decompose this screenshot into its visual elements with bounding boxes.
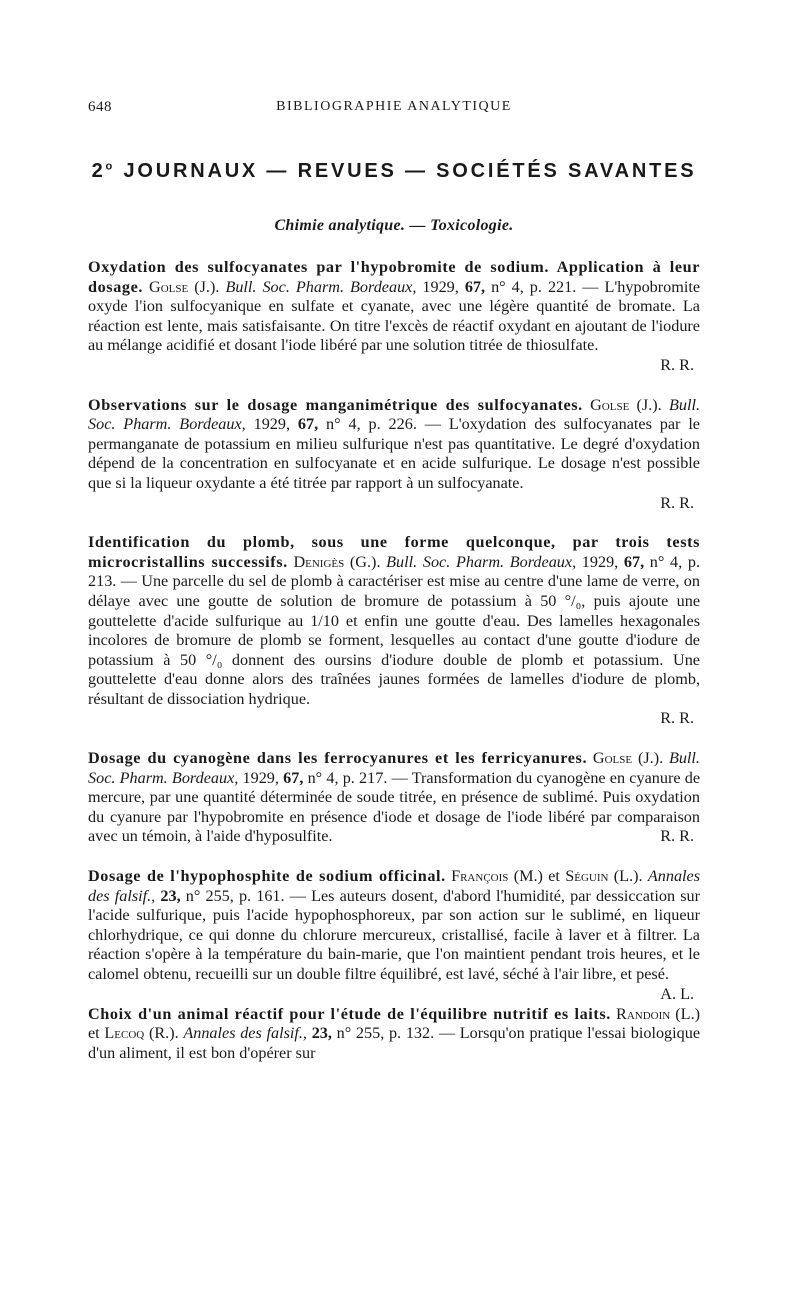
section-title: [88, 160, 700, 183]
entry-title: Dosage de l'hypophosphite de sodium officinal.: [88, 867, 446, 886]
entry-journal: Bull. Soc. Pharm. Bordeaux,: [88, 395, 700, 434]
entry-author: Denigès: [293, 552, 345, 571]
entry-signature: A. L.: [660, 984, 694, 1003]
entry-reference: n° 255, p. 132.: [331, 1024, 435, 1043]
entry-title: Observations sur le dosage manganimétrique des sulfocyanates.: [88, 395, 583, 414]
entry-volume: 67,: [464, 277, 486, 296]
entry-journal: Bull. Soc. Pharm. Bordeaux,: [225, 277, 417, 296]
entry-author-initials: (G.).: [344, 552, 387, 571]
entry-author-2: Lecoq: [104, 1024, 145, 1043]
entry-author-2-initials: (L.).: [608, 867, 648, 886]
entry-volume: 23,: [160, 886, 181, 905]
entry-year: 1929,: [576, 552, 624, 571]
abstract-entry: [88, 749, 700, 847]
entry-author: Golse: [590, 395, 630, 414]
entry-author: Golse: [592, 749, 633, 768]
entry-reference: n° 255, p. 161.: [180, 886, 285, 905]
section-title-text: JOURNAUX — REVUES — SOCIÉTÉS SAVANTES: [123, 160, 697, 182]
entry-title: Identification du plomb, sous une forme quelconque, par trois tests microcristallins successifs.: [88, 533, 700, 571]
running-title: BIBLIOGRAPHIE ANALYTIQUE: [276, 99, 512, 114]
entry-author-initials: (J.).: [632, 749, 669, 768]
entry-signature: R. R.: [660, 355, 694, 374]
entry-author-initials: (L.) et: [88, 1004, 701, 1043]
entry-journal: Bull. Soc. Pharm. Bordeaux,: [88, 749, 700, 787]
entry-volume: 23,: [311, 1024, 332, 1043]
entry-title: Choix d'un animal réactif pour l'étude de l'équilibre nutritif es laits.: [88, 1004, 611, 1023]
entry-volume: 67,: [623, 552, 645, 571]
section-ordinal: o: [105, 160, 116, 173]
entry-signature: R. R.: [660, 709, 694, 728]
entry-author-initials: (J.).: [188, 277, 226, 296]
entry-volume: 67,: [297, 415, 319, 434]
abstract-entry: [88, 258, 700, 376]
entry-title: Oxydation des sulfocyanates par l'hypobromite de sodium. Application à leur dosage.: [88, 258, 700, 296]
entry-body: — Transformation du cyanogène en cyanure de mercure, par une quantité déterminée de soude titrée, en présence de sublimé. Puis oxydation du cyanure par l'hypobromite en présence d'iode et dosage de l'iode libéré par comparaison avec un témoin, à l'aide d'hyposulfite.: [88, 768, 700, 846]
page-number: 648: [88, 99, 112, 115]
abstract-entry: [88, 1005, 700, 1064]
entry-volume: 67,: [283, 768, 304, 787]
entry-year: 1929,: [245, 415, 298, 434]
entry-author-2: Séguin: [565, 867, 609, 886]
abstract-entry: [88, 533, 700, 729]
entry-author: Golse: [149, 277, 189, 296]
entry-body: — Une parcelle du sel de plomb à caractériser est mise au centre d'une lame de verre, on délaye avec une goutte de solution de bromure de potassium à 50 °/₀, puis ajoute une gouttelette d'acide sulfurique au 1/10 et enfin une goutte d'eau. Des lamelles hexagonales incolores de bromure de plomb se forment, lesquelles au contact d'une goutte d'iodure de potassium à 50 °/₀ donnent des oursins d'iodure double de plomb et potassium. Une gouttelette d'eau donne alors des traînées jaunes formées de lamelles d'iodure de plomb, résultant de dissociation hydrique.: [88, 572, 700, 708]
entry-reference: n° 4, p. 213.: [88, 552, 700, 591]
entry-reference: n° 4, p. 217.: [303, 768, 388, 787]
entry-author: François: [451, 867, 509, 886]
abstract-entry: [88, 396, 700, 514]
section-subtitle: Chimie analytique. — Toxicologie.: [274, 217, 514, 234]
entry-reference: n° 4, p. 226.: [318, 415, 417, 434]
entry-journal: Annales des falsif.,: [88, 867, 701, 905]
section-number: 2: [91, 160, 106, 182]
abstract-list: [88, 258, 700, 1063]
entry-author-2-initials: (R.).: [144, 1024, 184, 1043]
entry-author: Randoin: [616, 1004, 671, 1023]
entry-reference: n° 4, p. 221.: [485, 277, 577, 296]
entry-journal: Annales des falsif.,: [183, 1024, 307, 1043]
entry-journal: Bull. Soc. Pharm. Bordeaux,: [386, 552, 577, 571]
entry-author-initials: (M.) et: [508, 867, 566, 886]
entry-body: — L'oxydation des sulfocyanates par le permanganate de potassium en milieu sulfurique n'est pas quantitative. Le degré d'oxydation dépend de la concentration en sulfocyanate et en acide sulfurique. Le dosage n'est possible que si la liqueur oxydante a été titrée par rapport à un sulfocyanate.: [88, 415, 700, 492]
entry-author-initials: (J.).: [629, 395, 669, 414]
entry-body: — Lorsqu'on pratique l'essai biologique d'un aliment, il est bon d'opérer sur: [88, 1024, 701, 1062]
abstract-entry: [88, 867, 701, 1003]
entry-year: 1929,: [238, 768, 284, 787]
entry-body: — L'hypobromite oxyde l'ion sulfocyanique en sulfate et cyanate, avec une légère quantité de bromate. La réaction est lente, mais satisfaisante. On titre l'excès de réactif oxydant en ajoutant de l'iodure au mélange acidifié et dosant l'iode libéré par une solution titrée de thiosulfate.: [88, 277, 701, 355]
entry-body: — Les auteurs dosent, d'abord l'humidité, par dessiccation sur l'acide sulfurique, puis l'acide hypophosphoreux, par son action sur le sublimé, en liqueur chlorhydrique, ce qui donne du chlorure mercureux, cristallisé, facile à laver et à filtrer. La réaction s'opère à la température du bain-marie, que l'on maintient pendant trois heures, et le calomel obtenu, recueilli sur un double filtre équilibré, est lavé, séché à l'air libre, et pesé.: [88, 886, 700, 983]
entry-signature: R. R.: [660, 493, 694, 512]
entry-signature: R. R.: [660, 827, 694, 846]
page-header: [88, 99, 700, 123]
entry-year: 1929,: [416, 277, 465, 296]
entry-title: Dosage du cyanogène dans les ferrocyanures et les ferricyanures.: [88, 749, 588, 768]
